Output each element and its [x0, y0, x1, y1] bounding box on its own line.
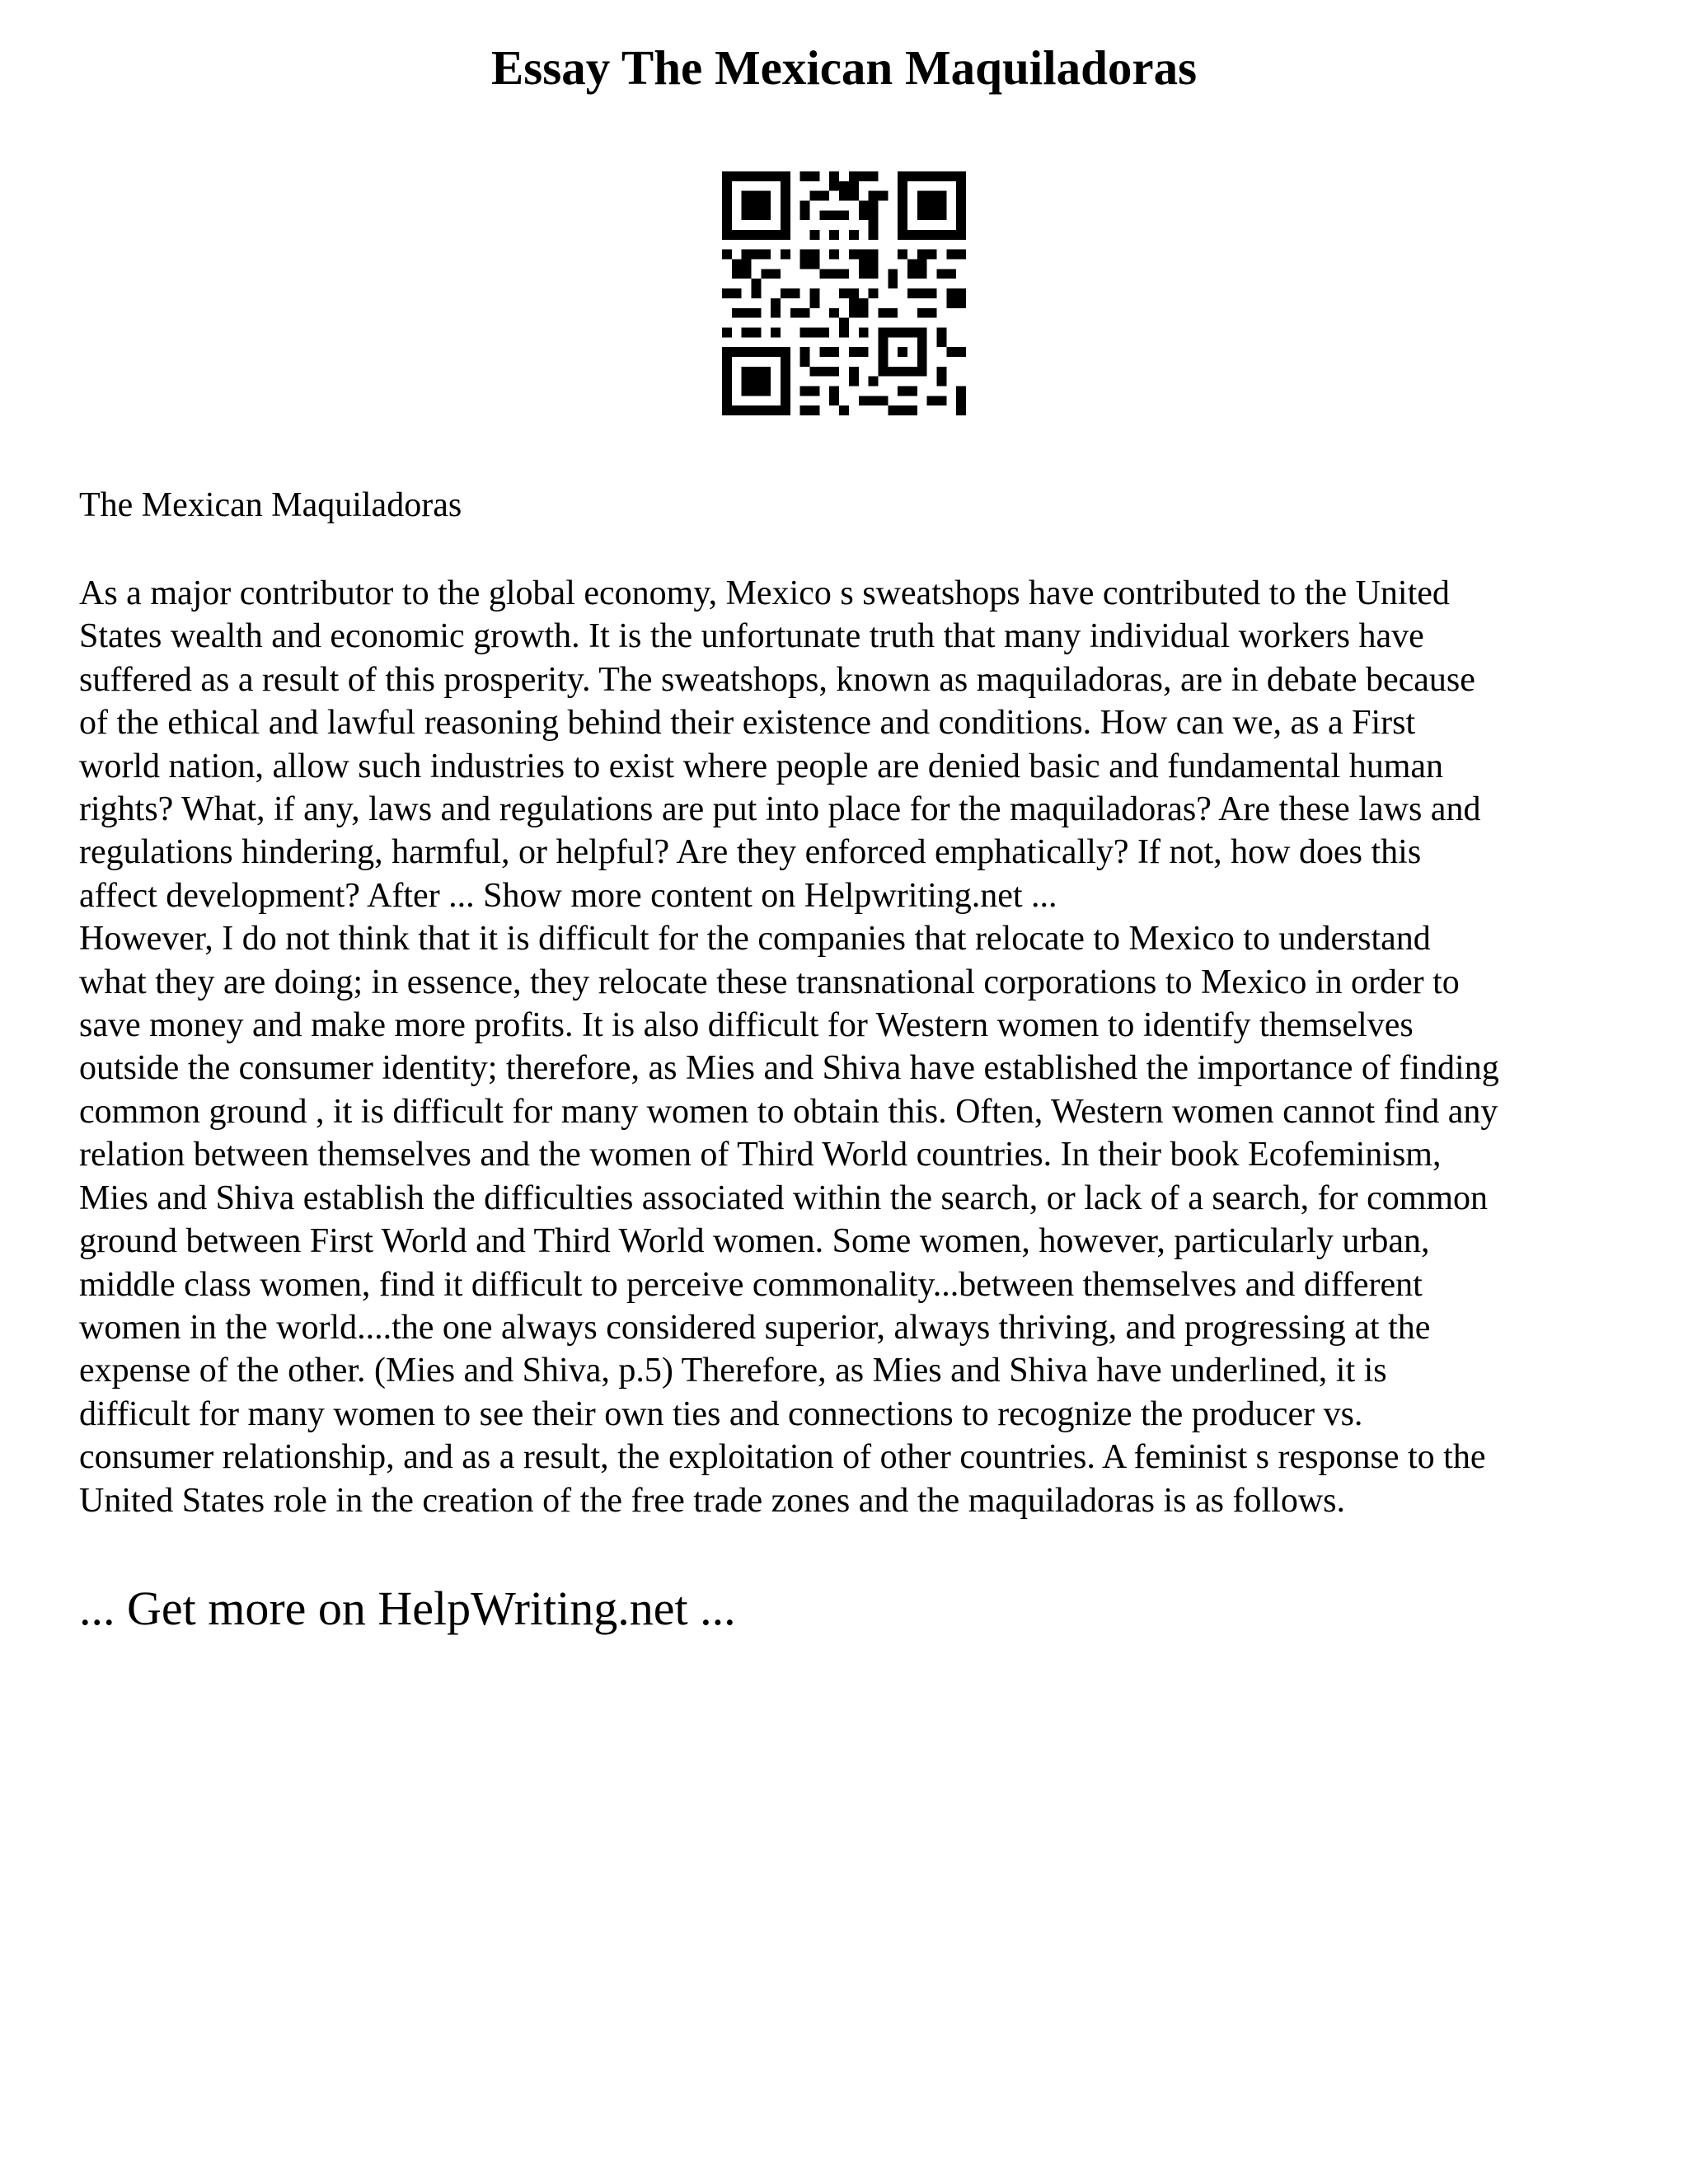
body-line: women in the world....the one always considered superior, always thriving, and progressing at the: [79, 1308, 1431, 1347]
body-line: world nation, allow such industries to exist where people are denied basic and fundamental human: [79, 747, 1444, 785]
body-line: difficult for many women to see their own ties and connections to recognize the producer vs.: [79, 1394, 1363, 1433]
body-line: middle class women, find it difficult to perceive commonality...between themselves and different: [79, 1265, 1423, 1304]
get-more-link[interactable]: ... Get more on HelpWriting.net ...: [79, 1582, 736, 1635]
body-line: regulations hindering, harmful, or helpful? Are they enforced emphatically? If not, how does this: [79, 833, 1422, 872]
body-line: what they are doing; in essence, they relocate these transnational corporations to Mexico in order to: [79, 963, 1460, 1001]
body-line: outside the consumer identity; therefore, as Mies and Shiva have established the importance of finding: [79, 1049, 1499, 1088]
body-line: affect development? After ... Show more content on Helpwriting.net ...: [79, 876, 1057, 915]
body-line: suffered as a result of this prosperity. The sweatshops, known as maquiladoras, are in debate because: [79, 660, 1475, 699]
body-line: of the ethical and lawful reasoning behind their existence and conditions. How can we, as a First: [79, 704, 1416, 743]
qr-code-graphic: [722, 171, 966, 415]
body-line: ground between First World and Third World women. Some women, however, particularly urban,: [79, 1222, 1430, 1261]
body-line: common ground , it is difficult for many women to obtain this. Often, Western women cannot find any: [79, 1092, 1498, 1131]
body-line: As a major contributor to the global economy, Mexico s sweatshops have contributed to the United: [79, 574, 1450, 612]
body-line: rights? What, if any, laws and regulations are put into place for the maquiladoras? Are these laws and: [79, 790, 1481, 829]
body-line: save money and make more profits. It is also difficult for Western women to identify themselves: [79, 1006, 1414, 1045]
page-title: Essay The Mexican Maquiladoras: [490, 40, 1198, 95]
body-line: relation between themselves and the women of Third World countries. In their book Ecofeminism,: [79, 1136, 1442, 1174]
body-line: consumer relationship, and as a result, the exploitation of other countries. A feminist s response to the: [79, 1438, 1486, 1477]
section-heading: The Mexican Maquiladoras: [79, 486, 462, 524]
body-line: Mies and Shiva establish the difficulties associated within the search, or lack of a search, for common: [79, 1179, 1489, 1217]
body-line: expense of the other. (Mies and Shiva, p.5) Therefore, as Mies and Shiva have underlined, it is: [79, 1352, 1387, 1390]
body-line: States wealth and economic growth. It is the unfortunate truth that many individual workers have: [79, 617, 1424, 656]
body-line: United States role in the creation of the free trade zones and the maquiladoras is as follows.: [79, 1481, 1345, 1520]
essay-body: [79, 572, 1629, 1522]
qr-code-icon: [722, 171, 966, 415]
body-line: However, I do not think that it is difficult for the companies that relocate to Mexico to understand: [79, 920, 1431, 958]
